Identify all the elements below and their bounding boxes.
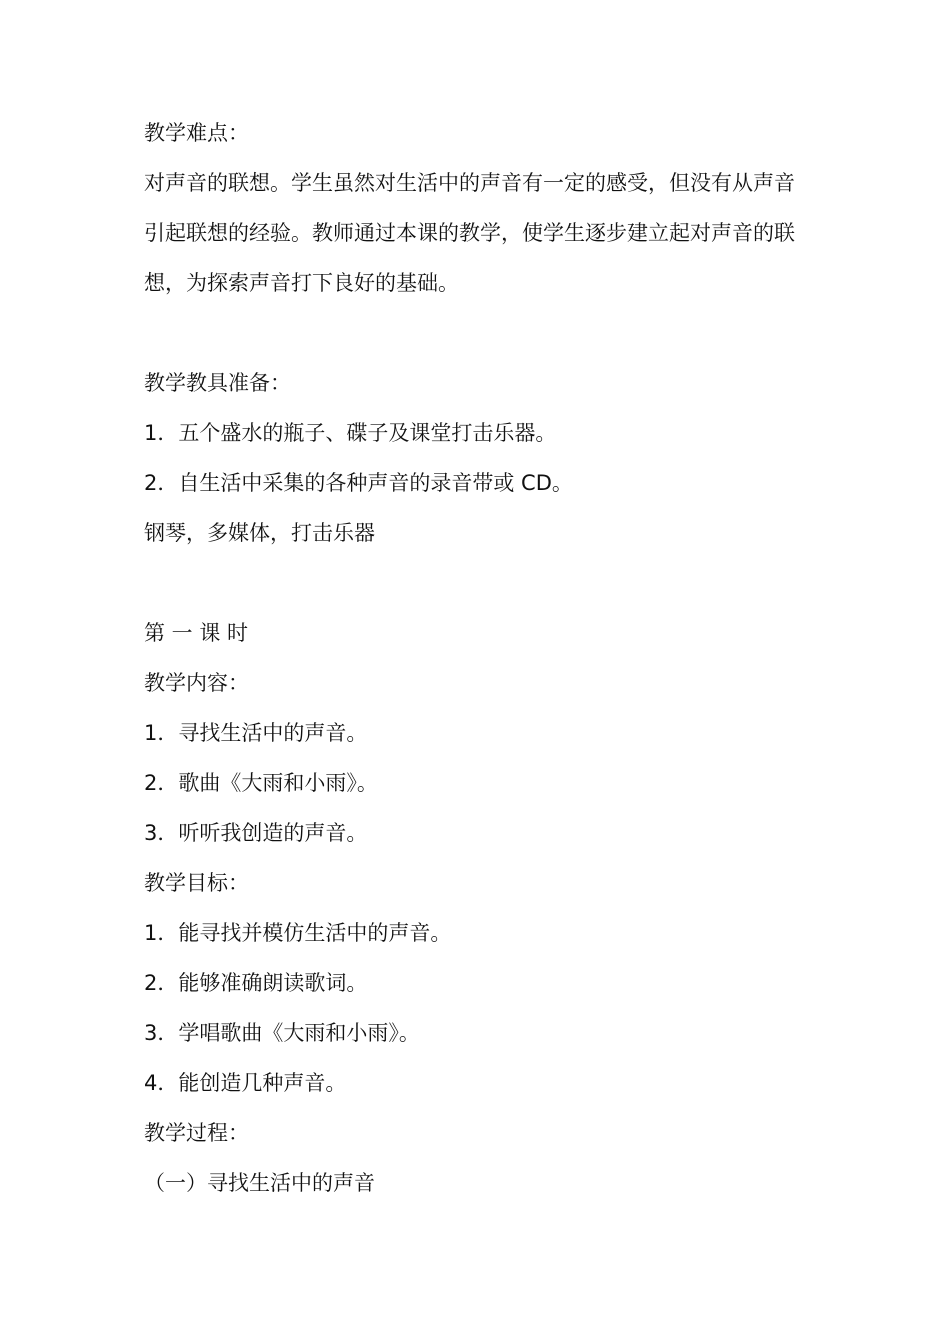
goals-item: 2．能够准确朗读歌词。 <box>144 971 368 995</box>
tools-item: 2．自生活中采集的各种声音的录音带或 CD。 <box>144 471 573 495</box>
difficulty-heading: 教学难点： <box>144 121 249 145</box>
lesson-title: 第 一 课 时 <box>144 621 249 645</box>
content-item: 3．听听我创造的声音。 <box>144 821 368 845</box>
goals-heading: 教学目标： <box>144 871 249 895</box>
tools-item: 1．五个盛水的瓶子、碟子及课堂打击乐器。 <box>144 421 557 445</box>
content-heading: 教学内容： <box>144 671 249 695</box>
blank-line <box>144 308 814 358</box>
process-heading: 教学过程： <box>144 1121 249 1145</box>
tools-extra: 钢琴，多媒体，打击乐器 <box>144 521 375 545</box>
content-item: 1．寻找生活中的声音。 <box>144 721 368 745</box>
difficulty-text: 对声音的联想。学生虽然对生活中的声音有一定的感受，但没有从声音引起联想的经验。教师通过本课的教学，使学生逐步建立起对声音的联想，为探索声音打下良好的基础。 <box>144 171 795 295</box>
goals-item: 4．能创造几种声音。 <box>144 1071 347 1095</box>
blank-line <box>144 558 814 608</box>
process-section-title: （一）寻找生活中的声音 <box>144 1171 375 1195</box>
goals-item: 3．学唱歌曲《大雨和小雨》。 <box>144 1021 420 1045</box>
tools-heading: 教学教具准备： <box>144 371 291 395</box>
goals-item: 1．能寻找并模仿生活中的声音。 <box>144 921 452 945</box>
content-item: 2．歌曲《大雨和小雨》。 <box>144 771 378 795</box>
document-body <box>144 108 814 1208</box>
